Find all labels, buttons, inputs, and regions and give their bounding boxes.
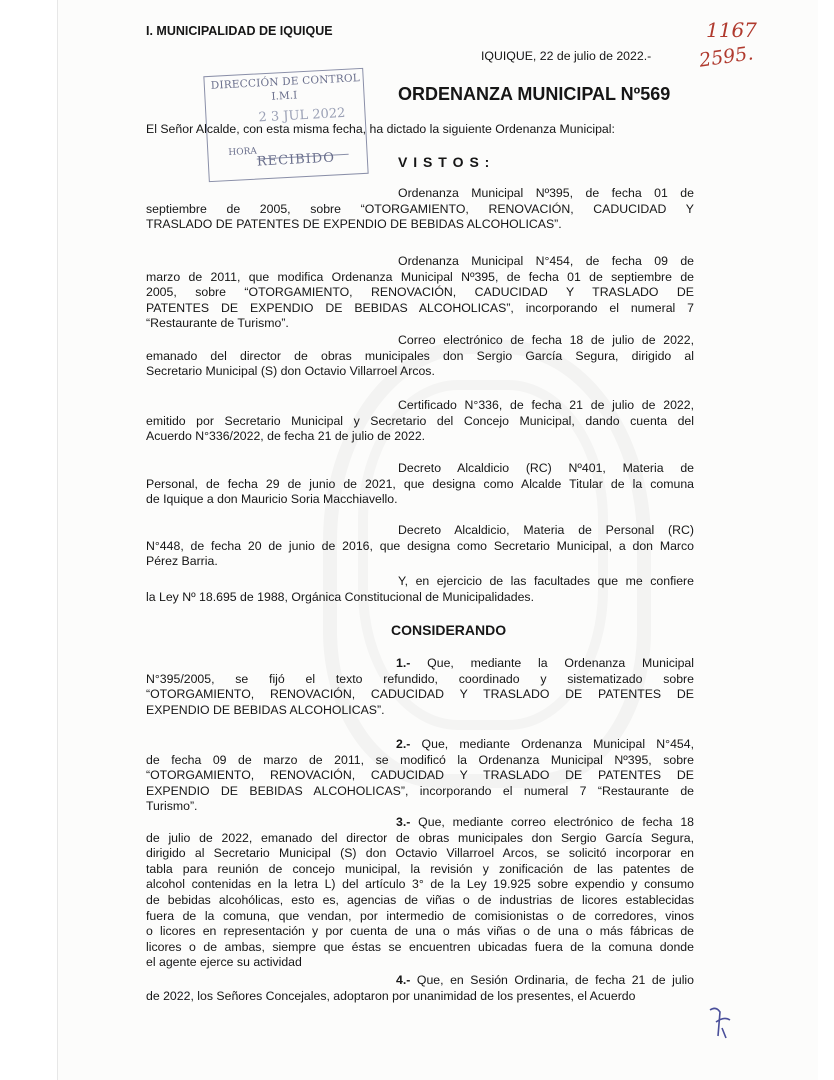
visto-line: Acuerdo N°336/2022, de fecha 21 de julio de 2022. [146,429,426,444]
handwritten-number-1: 1167 [706,18,757,42]
visto-line: TRASLADO DE PATENTES DE EXPENDIO DE BEBIDAS ALCOHOLICAS”. [146,217,562,232]
municipality-name: I. MUNICIPALIDAD DE IQUIQUE [146,24,333,38]
considerando-first-line [396,737,694,753]
considerando-line: alcohol contenidas en la letra L) del artículo 3° de la Ley 19.925 sobre expendio y consumo [146,877,694,892]
visto-first-line: Decreto Alcaldicio, Materia de Personal (RC) [398,523,694,537]
stamp-date: 2 3 JUL 2022 [258,105,346,126]
considerando-line: el agente ejerce su actividad [146,955,302,970]
intro-text: El Señor Alcalde, con esta misma fecha, ha dictado la siguiente Ordenanza Municipal: [146,122,615,136]
visto-line: emitido por Secretario Municipal y Secretario del Concejo Municipal, dando cuenta del [146,413,694,428]
considerando-line: tabla para reunión de concejo municipal, la revisión y zonificación de las patentes de [146,861,694,876]
stamp-received: RECIBIDO [256,150,336,170]
considerando-first-text: Que, en Sesión Ordinaria, de fecha 21 de julio [416,973,695,987]
considerando-line: dirigido al Secretario Municipal (S) don Octavio Villarroel Arcos, se solicitó incorporar en [146,846,694,861]
visto-first-line: Ordenanza Municipal Nº395, de fecha 01 de [398,186,694,200]
visto-line: Personal, de fecha 29 de junio de 2021, que designa como Alcalde Titular de la comuna [146,476,694,491]
vistos-heading: V I S T O S : [398,154,491,170]
considerando-line: fuera de la comuna, que vendan, por intermedio de comisionistas o de corredores, vinos [146,908,694,923]
considerando-line: de julio de 2022, emanado del director de obras municipales don Sergio García Segura, [146,830,694,845]
place-date: IQUIQUE, 22 de julio de 2022.- [481,49,652,63]
visto-line: Secretario Municipal (S) don Octavio Villarroel Arcos. [146,364,435,379]
considerando-line: “OTORGAMIENTO, RENOVACIÓN, CADUCIDAD Y TRASLADO DE PATENTES DE [146,768,694,783]
handwritten-number-2: 2595. [697,42,755,72]
considerando-line: o licores en representación y por cuenta de una o más viñas o de una o más fábricas de [146,924,694,939]
visto-line: de Iquique a don Mauricio Soria Macchiavello. [146,492,398,507]
considerando-number: 2.- [396,737,411,751]
considerando-number: 1.- [396,656,411,670]
considerando-first-line [396,815,694,831]
visto-first-line: Y, en ejercicio de las facultades que me confiere [398,574,694,588]
visto-first-line: Correo electrónico de fecha 18 de julio de 2022, [398,333,694,347]
stamp-line-2: I.M.I [271,89,298,103]
considerando-first-line [396,656,694,672]
visto-line: emanado del director de obras municipales don Sergio García Segura, dirigido al [146,348,694,363]
considerando-line: de fecha 09 de marzo de 2011, se modificó la Ordenanza Municipal Nº395, sobre [146,752,694,767]
visto-line: Pérez Barria. [146,554,218,569]
visto-first-line: Ordenanza Municipal N°454, de fecha 09 de [398,254,694,268]
considerando-first-text: Que, mediante Ordenanza Municipal N°454, [421,737,695,751]
considerando-line: de 2022, los Señores Concejales, adoptaron por unanimidad de los presentes, el Acuerdo [146,988,636,1003]
considerando-line: N°395/2005, se fijó el texto refundido, coordinado y sistematizado sobre [146,671,694,686]
visto-first-line: Decreto Alcaldicio (RC) Nº401, Materia de [398,461,694,475]
stamp-hora-label: HORA [228,146,258,159]
stamp-line-1: DIRECCIÓN DE CONTROL [210,72,361,92]
considerando-line: EXPENDIO DE BEBIDAS ALCOHOLICAS”. [146,702,385,717]
visto-line: N°448, de fecha 20 de junio de 2016, que designa como Secretario Municipal, a don Marco [146,538,694,553]
considerando-first-line [396,973,694,989]
visto-line: PATENTES DE EXPENDIO DE BEBIDAS ALCOHOLICAS”, incorporando el numeral 7 [146,300,694,315]
visto-line: “Restaurante de Turismo”. [146,316,289,331]
visto-line: marzo de 2011, que modifica Ordenanza Municipal Nº395, de fecha 01 de septiembre de [146,269,694,284]
considerando-first-text: Que, mediante la Ordenanza Municipal [427,656,694,670]
considerando-line: de bebidas alcohólicas, esto es, agencias de viñas o de industrias de licores establecidas [146,893,694,907]
considerando-line: licores o de ambas, siempre que éstas se encuentren ubicadas fuera de la comuna donde [146,939,694,954]
considerando-line: EXPENDIO DE BEBIDAS ALCOHOLICAS”, incorporando el numeral 7 “Restaurante de [146,783,694,798]
visto-line: 2005, sobre “OTORGAMIENTO, RENOVACIÓN, CADUCIDAD Y TRASLADO DE [146,285,694,300]
considerando-heading: CONSIDERANDO [391,622,507,638]
considerando-line: “OTORGAMIENTO, RENOVACIÓN, CADUCIDAD Y TRASLADO DE PATENTES DE [146,687,694,702]
visto-line: la Ley Nº 18.695 de 1988, Orgánica Constitucional de Municipalidades. [146,589,534,604]
handwritten-initial [706,1000,736,1042]
visto-line: septiembre de 2005, sobre “OTORGAMIENTO, RENOVACIÓN, CADUCIDAD Y [146,201,694,216]
document-title: ORDENANZA MUNICIPAL Nº569 [398,84,671,104]
considerando-line: Turismo”. [146,799,198,814]
considerando-number: 4.- [396,973,411,987]
considerando-number: 3.- [396,815,411,829]
visto-first-line: Certificado N°336, de fecha 21 de julio de 2022, [398,398,694,412]
considerando-first-text: Que, mediante correo electrónico de fecha 18 [418,815,694,829]
